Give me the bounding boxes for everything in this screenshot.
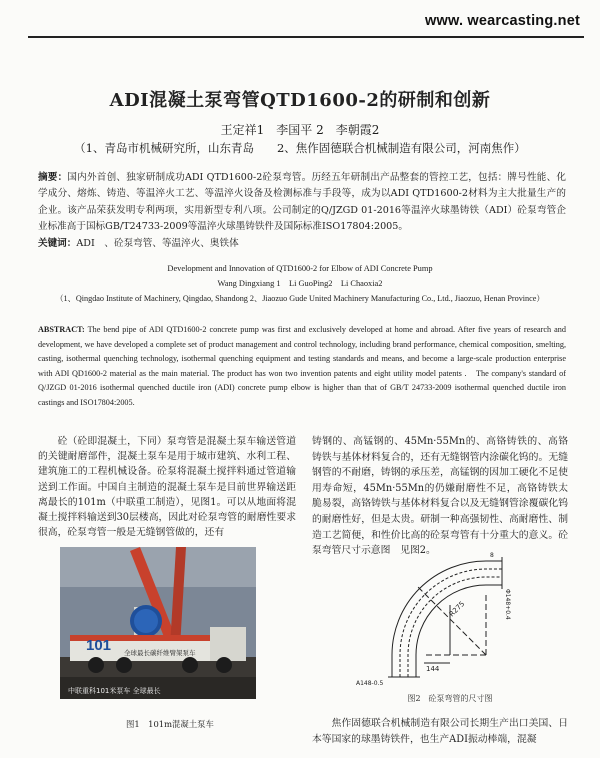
english-abstract-text: The bend pipe of ADI QTD1600-2 concrete pump was first and exclusively developed at home and abroad. After five years of research and development, we have developed a complete set of product management and control technology, including brand performance, chemical composition, smelting, casting, isothermal quenching technology, isothermal quenching equipment and testing standards and means, and become a large-scale production enterprise with ADI QD1600-2 material as the main material. The product has won two invention patents and eight utility model patents . The company's standard of Q/JZGD 01-2016 isothermal quenched ductile iron (ADI) concrete pump elbow is higher than that of GB/T 24733-2009 isothermal quenched ductile iron castings and ISO17804:2005. [38,325,566,407]
truck-number: 101 [86,637,112,654]
english-authors: Wang Dingxiang 1 Li GuoPing2 Li Chaoxia2 [217,279,383,288]
dim-wall: 8 [490,552,494,559]
abstract-text: 国内外首创、独家研制成功ADI QTD1600-2砼泵弯管。历经五年研制出产品整套的管控工艺，包括：牌号性能、化学成分、熔炼、铸造、等温淬火工艺、等温淬火设备及检测标准与手段等，成为以ADI QTD1600-2材料为主大批量生产的企业。该产品荣获发明专利两项，实用新型专利八项。公司制定的Q/JZGD 01-2016等温淬火球墨铸铁（ADI）砼泵弯管企业标准高于国标GB/T24733-2009等温淬火球墨铸铁件及国际标准ISO17804:2005。 [38,172,566,232]
body-right-column: 铸钢的、高锰钢的、45Mn·55Mn的、高铬铸铁的、高铬铸铁与基体材料复合的，还有无缝钢管内涂碳化钨的。无缝钢管的不耐磨，铸钢的承压差，高锰钢的因加工硬化不足使用寿命短，45Mn·55Mn的仍嫌耐磨性不足，高铬铸铁太脆易裂，高铬铸铁与基体材料复合以及无缝钢管涂覆碳化钨的耐磨性好，但是太贵。研制一种高强韧性、高耐磨性、制造工艺简便，和性价比高的砼泵弯管有十分重大的意义。砼泵弯管尺寸示意图 见图2。 [312,436,568,557]
keywords-text: ADI 、砼泵弯管、等温淬火、奥铁体 [76,238,239,249]
figure1-photo [60,547,256,699]
header-rule [28,36,584,38]
abstract-cn [38,170,566,235]
elbow-drawing [352,545,572,687]
dim-bore: A148-0.5 [356,680,384,687]
dim-radius: R275 [447,599,467,619]
authors: 王定祥1 李国平 2 李朝霞2 [220,123,380,137]
truck-slogan: 全球最长碳纤维臂架泵车 [124,649,196,657]
body-right-bottom: 焦作固德联合机械制造有限公司长期生产出口美国、日本等国家的球墨铸铁件，也生产ADI振动棒端，混凝 [312,718,568,745]
affiliations: （1、青岛市机械研究所，山东青岛 2、焦作固德联合机械制造有限公司，河南焦作） [74,141,526,155]
english-title: Development and Innovation of QTD1600-2 for Elbow of ADI Concrete Pump [167,264,433,273]
abstract-label: 摘要： [38,172,68,183]
figure1-caption: 图1 101m混凝土泵车 [126,719,214,729]
english-affiliations: （1、Qingdao Institute of Machinery, Qingdao, Shandong 2、Jiaozuo Gude United Machinery Manufacturing Co., Ltd., Jiaozuo, Henan Province） [55,294,545,303]
site-header [0,0,600,40]
english-abstract [38,323,566,411]
english-abstract-label: ABSTRACT: [38,325,85,334]
figure2-diagram [352,545,572,687]
article-title: ADI混凝土泵弯管QTD1600-2的研制和创新 [109,90,491,111]
pump-truck-photo [60,547,256,699]
figure2-caption: 图2 砼泵弯管的尺寸图 [407,694,493,703]
site-url: www. wearcasting.net [425,13,580,29]
dim-length: 144 [426,665,440,673]
dim-outer: Φ148+0.4 [504,589,511,620]
keywords-cn [38,235,566,249]
keywords-label: 关键词： [38,238,77,249]
body-left-column: 砼（砼即混凝土，下同）泵弯管是混凝土泵车输送管道的关键耐磨部件，混凝土泵车是用于城市建筑、水利工程、建筑施工的工程机械设备。砼泵将混凝土搅拌料通过管道输送到工作面。中国自主制造的混凝土泵车是目前世界输送距离最长的101m（中联重工制造），见图1。可以从地面将混凝土搅拌料输送到30层楼高，因此对砼泵弯管的耐磨性要求很高，砼泵弯管一般是无缝钢管做的，还有 [38,436,296,539]
photo-credit: 中联重科101米泵车 全球最长 [68,687,161,695]
